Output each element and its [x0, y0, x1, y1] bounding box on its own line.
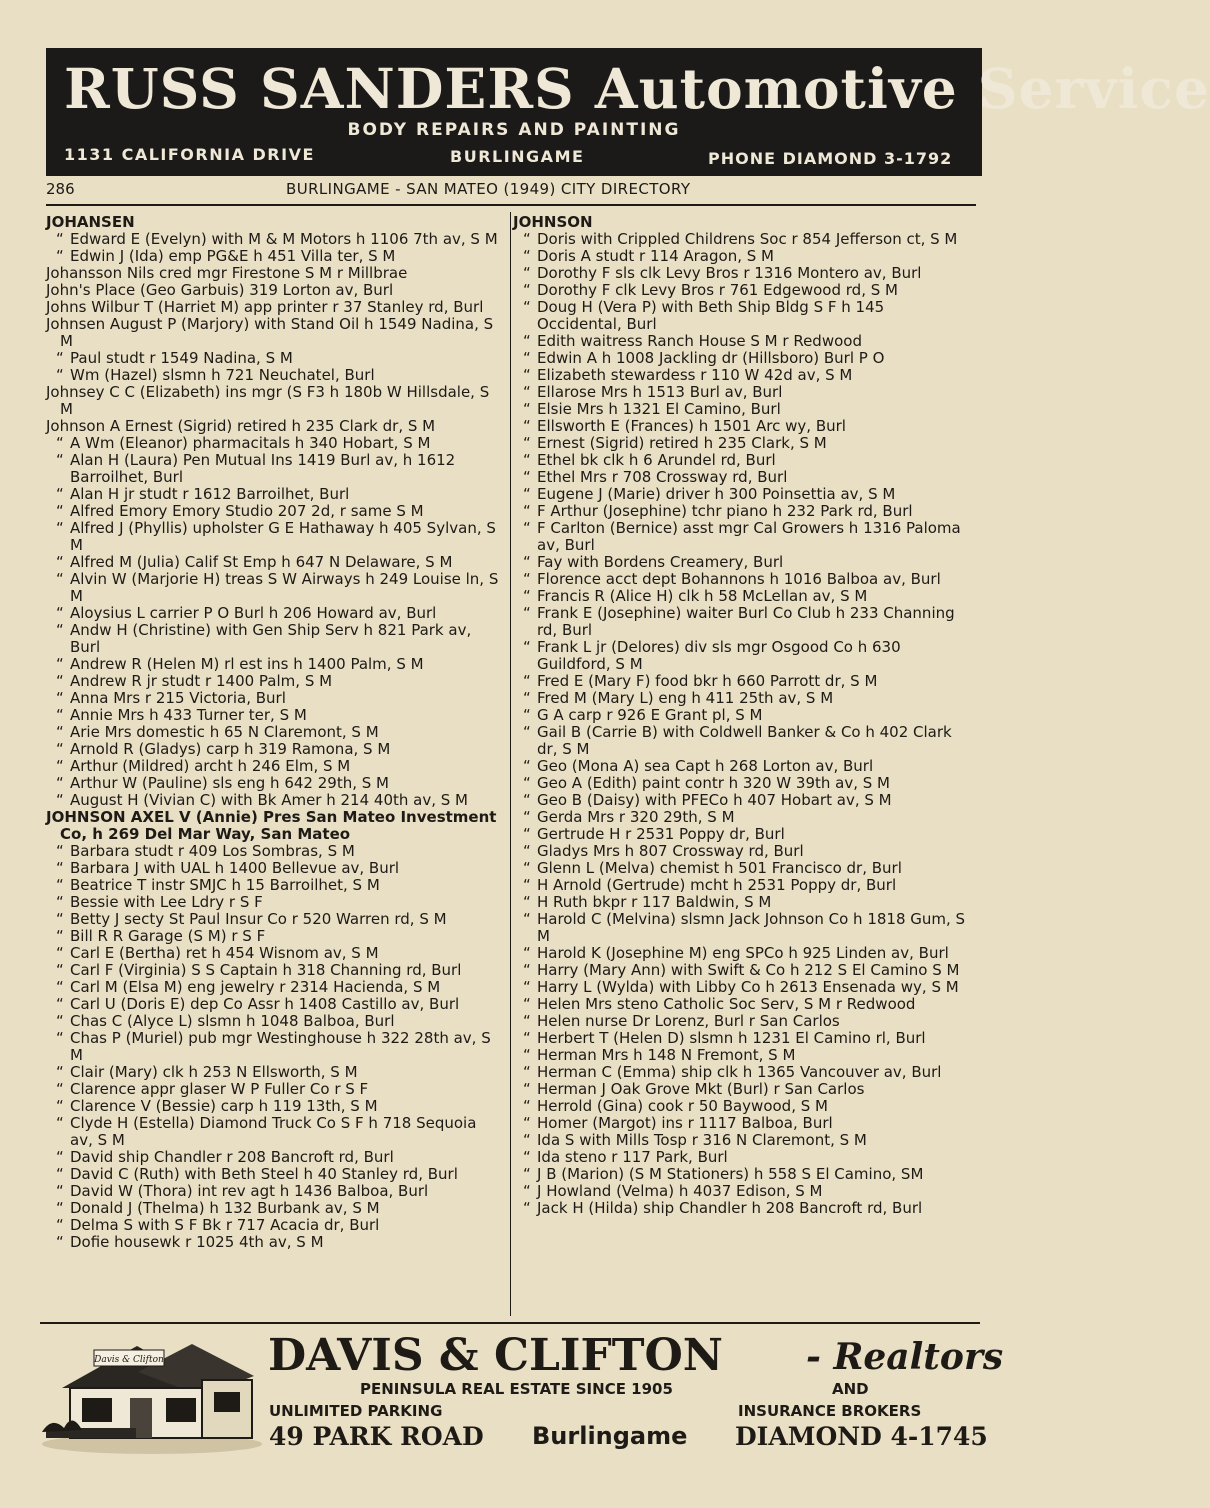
directory-entry: “ Arie Mrs domestic h 65 N Claremont, S M	[46, 724, 501, 741]
directory-entry: “ Ellarose Mrs h 1513 Burl av, Burl	[513, 384, 969, 401]
directory-entry: “ Alfred Emory Emory Studio 207 2d, r same S M	[46, 503, 501, 520]
directory-entry: “ Gertrude H r 2531 Poppy dr, Burl	[513, 826, 969, 843]
directory-entry: “ H Arnold (Gertrude) mcht h 2531 Poppy dr, Burl	[513, 877, 969, 894]
directory-entry: “ Alfred M (Julia) Calif St Emp h 647 N Delaware, S M	[46, 554, 501, 571]
directory-entry: “ Andrew R (Helen M) rl est ins h 1400 Palm, S M	[46, 656, 501, 673]
directory-entry: “ Arnold R (Gladys) carp h 319 Ramona, S M	[46, 741, 501, 758]
header-rule	[46, 204, 976, 206]
directory-entry: “ Andw H (Christine) with Gen Ship Serv h 821 Park av, Burl	[46, 622, 501, 656]
directory-entry: “ Ellsworth E (Frances) h 1501 Arc wy, Burl	[513, 418, 969, 435]
directory-entry: “ Elizabeth stewardess r 110 W 42d av, S M	[513, 367, 969, 384]
directory-entry: “ Betty J secty St Paul Insur Co r 520 Warren rd, S M	[46, 911, 501, 928]
directory-entry: John's Place (Geo Garbuis) 319 Lorton av, Burl	[46, 281, 394, 299]
house-illustration	[42, 1336, 262, 1454]
directory-entry: “ Arthur (Mildred) archt h 246 Elm, S M	[46, 758, 501, 775]
directory-entry: “ Paul studt r 1549 Nadina, S M	[46, 350, 501, 367]
directory-entry: “ Fay with Bordens Creamery, Burl	[513, 554, 969, 571]
directory-entry: “ Clarence appr glaser W P Fuller Co r S F	[46, 1081, 501, 1098]
directory-entry: “ Alan H (Laura) Pen Mutual Ins 1419 Burl av, h 1612 Barroilhet, Burl	[46, 452, 501, 486]
directory-entry: “ Annie Mrs h 433 Turner ter, S M	[46, 707, 501, 724]
directory-entry: JOHNSON AXEL V (Annie) Pres San Mateo Investment Co, h 269 Del Mar Way, San Mateo	[46, 808, 497, 843]
directory-entry: “ Dofie housewk r 1025 4th av, S M	[46, 1234, 501, 1251]
directory-entry: “ Frank L jr (Delores) div sls mgr Osgood Co h 630 Guildford, S M	[513, 639, 969, 673]
ad-address: 49 PARK ROAD	[269, 1422, 484, 1451]
left-column	[46, 214, 501, 1251]
directory-entry: “ Edith waitress Ranch House S M r Redwood	[513, 333, 969, 350]
page-title: BURLINGAME - SAN MATEO (1949) CITY DIRECTORY	[286, 180, 691, 198]
directory-entry: “ Bessie with Lee Ldry r S F	[46, 894, 501, 911]
directory-entry: “ Gail B (Carrie B) with Coldwell Banker & Co h 402 Clark dr, S M	[513, 724, 969, 758]
directory-entry: “ Doris A studt r 114 Aragon, S M	[513, 248, 969, 265]
directory-entry: “ David ship Chandler r 208 Bancroft rd, Burl	[46, 1149, 501, 1166]
directory-entry: “ Ethel bk clk h 6 Arundel rd, Burl	[513, 452, 969, 469]
directory-entry: “ Chas C (Alyce L) slsmn h 1048 Balboa, Burl	[46, 1013, 501, 1030]
ad-and: AND	[832, 1380, 869, 1398]
directory-entry: “ David C (Ruth) with Beth Steel h 40 Stanley rd, Burl	[46, 1166, 501, 1183]
directory-entry: “ Frank E (Josephine) waiter Burl Co Club h 233 Channing rd, Burl	[513, 605, 969, 639]
column-heading: JOHANSEN	[46, 213, 135, 231]
footer-rule	[40, 1322, 980, 1324]
ad-since: PENINSULA REAL ESTATE SINCE 1905	[360, 1380, 673, 1398]
directory-entry: “ Delma S with S F Bk r 717 Acacia dr, Burl	[46, 1217, 501, 1234]
directory-entry: “ Helen nurse Dr Lorenz, Burl r San Carlos	[513, 1013, 969, 1030]
directory-entry: “ Donald J (Thelma) h 132 Burbank av, S M	[46, 1200, 501, 1217]
directory-entry: “ Doug H (Vera P) with Beth Ship Bldg S F h 145 Occidental, Burl	[513, 299, 969, 333]
directory-entry: “ Gerda Mrs r 320 29th, S M	[513, 809, 969, 826]
directory-entry: “ Geo B (Daisy) with PFECo h 407 Hobart av, S M	[513, 792, 969, 809]
directory-entry: “ Alan H jr studt r 1612 Barroilhet, Burl	[46, 486, 501, 503]
directory-entry: “ Aloysius L carrier P O Burl h 206 Howard av, Burl	[46, 605, 501, 622]
directory-entry: “ Elsie Mrs h 1321 El Camino, Burl	[513, 401, 969, 418]
directory-entry: “ Alfred J (Phyllis) upholster G E Hathaway h 405 Sylvan, S M	[46, 520, 501, 554]
directory-entry: “ Clair (Mary) clk h 253 N Ellsworth, S M	[46, 1064, 501, 1081]
directory-entry: “ Geo A (Edith) paint contr h 320 W 39th av, S M	[513, 775, 969, 792]
ad-brokers: INSURANCE BROKERS	[738, 1402, 922, 1420]
directory-entry: “ Glenn L (Melva) chemist h 501 Francisco dr, Burl	[513, 860, 969, 877]
davis-clifton-ad	[40, 1330, 1004, 1460]
directory-entry: “ Edwin A h 1008 Jackling dr (Hillsboro) Burl P O	[513, 350, 969, 367]
directory-entry: Johnsey C C (Elizabeth) ins mgr (S F3 h 180b W Hillsdale, S M	[46, 383, 490, 418]
directory-entry: “ Jack H (Hilda) ship Chandler h 208 Bancroft rd, Burl	[513, 1200, 969, 1217]
column-heading: JOHNSON	[513, 213, 593, 231]
directory-entry: “ Ida steno r 117 Park, Burl	[513, 1149, 969, 1166]
directory-entry: “ Geo (Mona A) sea Capt h 268 Lorton av, Burl	[513, 758, 969, 775]
ad-tagline: BODY REPAIRS AND PAINTING	[347, 120, 681, 140]
ad-city: BURLINGAME	[450, 147, 585, 166]
directory-entry: “ Anna Mrs r 215 Victoria, Burl	[46, 690, 501, 707]
directory-entry: “ Wm (Hazel) slsmn h 721 Neuchatel, Burl	[46, 367, 501, 384]
directory-entry: Johnsen August P (Marjory) with Stand Oil h 1549 Nadina, S M	[46, 315, 494, 350]
page-number: 286	[46, 180, 75, 198]
left-entry-list	[46, 231, 501, 1251]
directory-entry: “ Barbara studt r 409 Los Sombras, S M	[46, 843, 501, 860]
column-divider	[510, 212, 511, 1316]
directory-entry: “ Harold C (Melvina) slsmn Jack Johnson Co h 1818 Gum, S M	[513, 911, 969, 945]
directory-entry: “ Gladys Mrs h 807 Crossway rd, Burl	[513, 843, 969, 860]
directory-entry: “ F Carlton (Bernice) asst mgr Cal Growers h 1316 Paloma av, Burl	[513, 520, 969, 554]
directory-entry: “ Herman Mrs h 148 N Fremont, S M	[513, 1047, 969, 1064]
directory-entry: “ Fred E (Mary F) food bkr h 660 Parrott dr, S M	[513, 673, 969, 690]
right-entry-list	[513, 231, 969, 1217]
directory-entry: “ J B (Marion) (S M Stationers) h 558 S El Camino, SM	[513, 1166, 969, 1183]
directory-entry: “ Ernest (Sigrid) retired h 235 Clark, S M	[513, 435, 969, 452]
directory-entry: “ Alvin W (Marjorie H) treas S W Airways h 249 Louise ln, S M	[46, 571, 501, 605]
directory-entry: “ Helen Mrs steno Catholic Soc Serv, S M r Redwood	[513, 996, 969, 1013]
directory-entry: “ Herbert T (Helen D) slsmn h 1231 El Camino rl, Burl	[513, 1030, 969, 1047]
directory-entry: “ Herman C (Emma) ship clk h 1365 Vancouver av, Burl	[513, 1064, 969, 1081]
ad-phone: DIAMOND 4-1745	[735, 1422, 988, 1451]
directory-entry: “ Carl F (Virginia) S S Captain h 318 Channing rd, Burl	[46, 962, 501, 979]
directory-entry: “ Homer (Margot) ins r 1117 Balboa, Burl	[513, 1115, 969, 1132]
directory-entry: “ Clyde H (Estella) Diamond Truck Co S F h 718 Sequoia av, S M	[46, 1115, 501, 1149]
directory-entry: “ Chas P (Muriel) pub mgr Westinghouse h 322 28th av, S M	[46, 1030, 501, 1064]
directory-entry: “ Herrold (Gina) cook r 50 Baywood, S M	[513, 1098, 969, 1115]
directory-entry: “ Doris with Crippled Childrens Soc r 854 Jefferson ct, S M	[513, 231, 969, 248]
directory-entry: “ G A carp r 926 E Grant pl, S M	[513, 707, 969, 724]
directory-entry: “ Ethel Mrs r 708 Crossway rd, Burl	[513, 469, 969, 486]
directory-entry: “ Francis R (Alice H) clk h 58 McLellan av, S M	[513, 588, 969, 605]
directory-entry: “ Carl U (Doris E) dep Co Assr h 1408 Castillo av, Burl	[46, 996, 501, 1013]
running-header	[46, 180, 976, 204]
directory-entry: “ Dorothy F clk Levy Bros r 761 Edgewood rd, S M	[513, 282, 969, 299]
directory-entry: “ Harold K (Josephine M) eng SPCo h 925 Linden av, Burl	[513, 945, 969, 962]
directory-entry: “ August H (Vivian C) with Bk Amer h 214 40th av, S M	[46, 792, 501, 809]
directory-entry: “ Carl M (Elsa M) eng jewelry r 2314 Hacienda, S M	[46, 979, 501, 996]
directory-entry: “ David W (Thora) int rev agt h 1436 Balboa, Burl	[46, 1183, 501, 1200]
directory-entry: “ Harry L (Wylda) with Libby Co h 2613 Ensenada wy, S M	[513, 979, 969, 996]
directory-entry: Johnson A Ernest (Sigrid) retired h 235 Clark dr, S M	[46, 417, 436, 435]
directory-entry: “ Eugene J (Marie) driver h 300 Poinsettia av, S M	[513, 486, 969, 503]
directory-entry: “ Edward E (Evelyn) with M & M Motors h 1106 7th av, S M	[46, 231, 501, 248]
directory-entry: Johansson Nils cred mgr Firestone S M r Millbrae	[46, 264, 408, 282]
directory-entry: “ F Arthur (Josephine) tchr piano h 232 Park rd, Burl	[513, 503, 969, 520]
ad-brand: DAVIS & CLIFTON	[268, 1330, 724, 1381]
directory-entry: “ H Ruth bkpr r 117 Baldwin, S M	[513, 894, 969, 911]
directory-entry: Johns Wilbur T (Harriet M) app printer r 37 Stanley rd, Burl	[46, 298, 484, 316]
directory-entry: “ Fred M (Mary L) eng h 411 25th av, S M	[513, 690, 969, 707]
directory-entry: “ Clarence V (Bessie) carp h 119 13th, S M	[46, 1098, 501, 1115]
directory-entry: “ Ida S with Mills Tosp r 316 N Claremont, S M	[513, 1132, 969, 1149]
ad-address: 1131 CALIFORNIA DRIVE	[64, 145, 315, 164]
directory-entry: “ Edwin J (Ida) emp PG&E h 451 Villa ter, S M	[46, 248, 501, 265]
directory-entry: “ Dorothy F sls clk Levy Bros r 1316 Montero av, Burl	[513, 265, 969, 282]
directory-entry: “ J Howland (Velma) h 4037 Edison, S M	[513, 1183, 969, 1200]
directory-entry: “ Barbara J with UAL h 1400 Bellevue av, Burl	[46, 860, 501, 877]
directory-entry: “ A Wm (Eleanor) pharmacitals h 340 Hobart, S M	[46, 435, 501, 452]
directory-entry: “ Florence acct dept Bohannons h 1016 Balboa av, Burl	[513, 571, 969, 588]
ad-parking: UNLIMITED PARKING	[269, 1402, 443, 1420]
directory-entry: “ Harry (Mary Ann) with Swift & Co h 212 S El Camino S M	[513, 962, 969, 979]
directory-entry: “ Herman J Oak Grove Mkt (Burl) r San Carlos	[513, 1081, 969, 1098]
sign-text: Davis & Clifton	[94, 1355, 164, 1365]
ad-suffix: - Realtors	[806, 1336, 1004, 1378]
ad-phone: PHONE DIAMOND 3-1792	[708, 149, 953, 168]
directory-entry: “ Bill R R Garage (S M) r S F	[46, 928, 501, 945]
ad-city: Burlingame	[532, 1422, 688, 1450]
ad-headline: RUSS SANDERS Automotive Service	[64, 56, 1210, 121]
directory-entry: “ Beatrice T instr SMJC h 15 Barroilhet, S M	[46, 877, 501, 894]
directory-entry: “ Carl E (Bertha) ret h 454 Wisnom av, S M	[46, 945, 501, 962]
directory-entry: “ Andrew R jr studt r 1400 Palm, S M	[46, 673, 501, 690]
right-column	[513, 214, 969, 1217]
directory-entry: “ Arthur W (Pauline) sls eng h 642 29th, S M	[46, 775, 501, 792]
